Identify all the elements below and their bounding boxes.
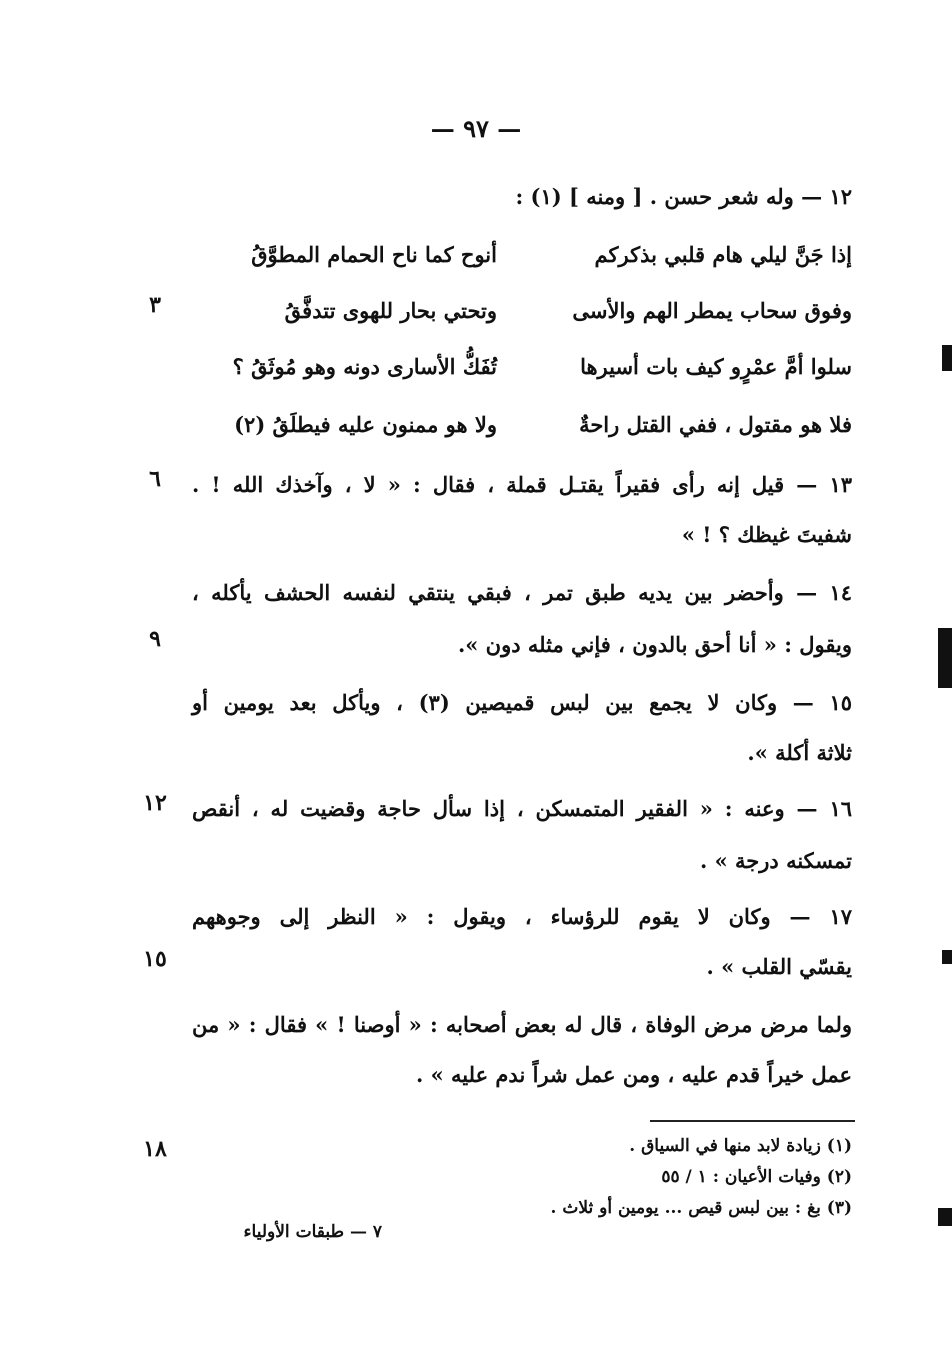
item-16-line-2: تمسكنه درجة » .: [699, 848, 852, 873]
verse-2-first-hemistich: وفوق سحاب يمطر الهم والأسى: [572, 298, 852, 323]
footnote-2: (٢) وفيات الأعيان : ١ / ٥٥: [661, 1167, 852, 1187]
margin-line-number: ٩: [149, 626, 161, 652]
margin-line-number: ١٢: [143, 790, 167, 816]
margin-line-number: ٣: [149, 292, 161, 318]
final-paragraph-line-1: ولما مرض مرض الوفاة ، قال له بعض أصحابه : « أوصنا ! » فقال : « من: [192, 1012, 852, 1037]
footnote-separator: [650, 1120, 855, 1122]
item-14-line-2: ويقول : « أنا أحق بالدون ، فإني مثله دون ».: [457, 632, 852, 657]
page-number: — ٩٧ —: [430, 114, 522, 143]
item-13-line-2: شفيتَ غيظك ؟ ! »: [681, 522, 852, 547]
margin-line-number: ٦: [149, 466, 161, 492]
footnote-3: (٣) بغ : بين لبس قيص ... يومين أو ثلاث .: [550, 1198, 852, 1218]
footnote-1: (١) زيادة لابد منها في السياق .: [629, 1136, 852, 1156]
verse-1-first-hemistich: إذا جَنَّ ليلي هام قلبي بذكركم: [594, 242, 852, 267]
scan-edge-mark: [938, 1208, 952, 1226]
item-16-line-1: ١٦ — وعنه : « الفقير المتمسكن ، إذا سأل حاجة وقضيت له ، أنقص: [192, 796, 852, 821]
scan-edge-mark: [942, 950, 952, 964]
item-17-line-1: ١٧ — وكان لا يقوم للرؤساء ، ويقول : « النظر إلى وجوههم: [192, 904, 852, 929]
item-13-line-1: ١٣ — قيل إنه رأى فقيراً يقتـل قملة ، فقال : « لا ، وآخذك الله ! .: [192, 472, 852, 497]
verse-4-second-hemistich: ولا هو ممنون عليه فيطلَقُ (٢): [234, 412, 497, 437]
running-footer: ٧ — طبقات الأولياء: [243, 1222, 382, 1242]
verse-1-second-hemistich: أنوح كما ناح الحمام المطوَّقُ: [251, 242, 497, 267]
verse-4-first-hemistich: فلا هو مقتول ، ففي القتل راحةٌ: [579, 412, 852, 437]
item-15-line-1: ١٥ — وكان لا يجمع بين لبس قميصين (٣) ، ويأكل بعد يومين أو: [192, 690, 852, 715]
item-15-line-2: ثلاثة أكلة ».: [747, 740, 852, 765]
scan-edge-mark: [938, 628, 952, 688]
final-paragraph-line-2: عمل خيراً قدم عليه ، ومن عمل شراً ندم عليه » .: [415, 1062, 852, 1087]
verse-2-second-hemistich: وتحتي بحار للهوى تتدفَّقُ: [284, 298, 497, 323]
item-14-line-1: ١٤ — وأحضر بين يديه طبق تمر ، فبقي ينتقي لنفسه الحشف يأكله ،: [192, 580, 852, 605]
margin-line-number: ١٥: [143, 946, 167, 972]
item-12-intro: ١٢ — وله شعر حسن . [ ومنه ] (١) :: [515, 184, 852, 209]
item-17-line-2: يقسّي القلب » .: [706, 954, 852, 979]
scan-edge-mark: [942, 345, 952, 371]
verse-3-second-hemistich: تُفَكُّ الأسارى دونه وهو مُوثَقُ ؟: [232, 354, 497, 379]
verse-3-first-hemistich: سلوا أمَّ عمْرٍو كيف بات أسيرها: [580, 354, 852, 379]
margin-line-number: ١٨: [143, 1136, 167, 1162]
